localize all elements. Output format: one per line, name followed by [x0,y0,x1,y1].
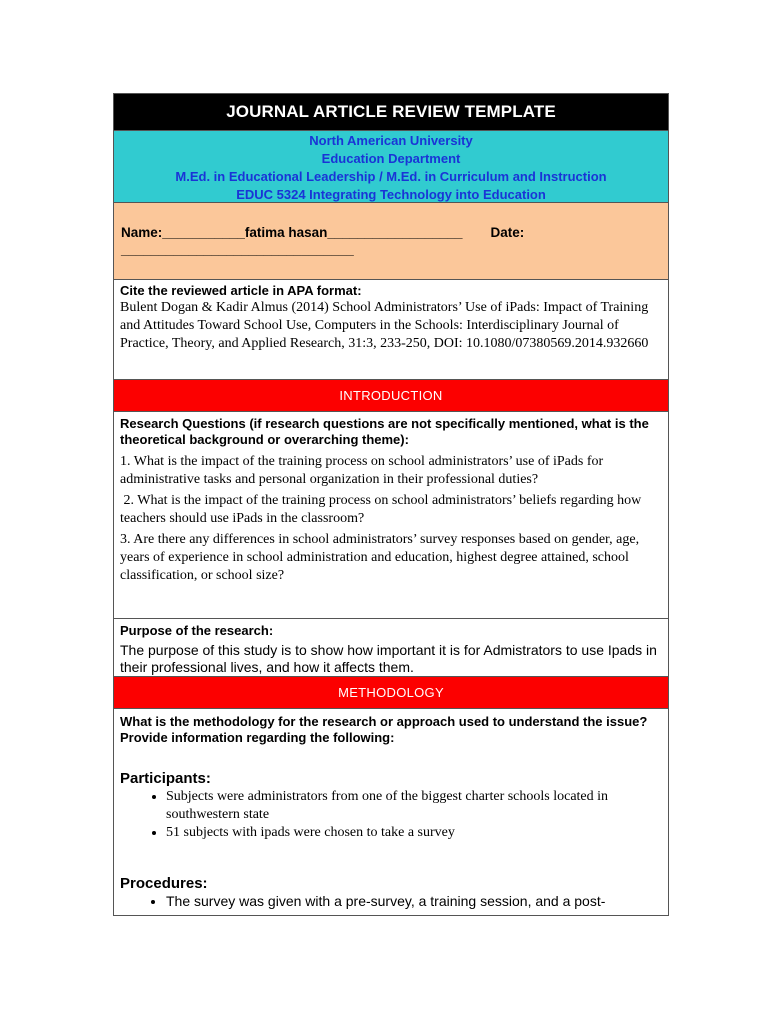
citation-label: Cite the reviewed article in APA format: [120,283,362,298]
date-label: Date: [490,225,525,240]
methodology-section [114,709,668,915]
template-title: JOURNAL ARTICLE REVIEW TEMPLATE [226,102,556,121]
research-question-1: 1. What is the impact of the training process on school administrators’ use of iPads for administrative tasks and personal organization in their professional duties? [120,454,604,487]
purpose-text: The purpose of this study is to show how important it is for Admistrators to use Ipads in their professional lives, and how it affects them. [120,642,657,675]
citation-section [114,280,668,380]
review-template-table [113,93,669,916]
procedures-list [120,893,663,910]
course-name: EDUC 5324 Integrating Technology into Education [236,187,546,202]
methodology-header [114,677,668,709]
methodology-question: What is the methodology for the research or approach used to understand the issue? Provide information regarding the following: [120,714,648,745]
research-question-3: 3. Are there any differences in school administrators’ survey responses based on gender, age, years of experience in school administration and education, highest degree attained, school classification, or school size? [120,532,640,583]
citation-text: Bulent Dogan & Kadir Almus (2014) School Administrators’ Use of iPads: Impact of Training and Attitudes Toward School Use, Computers in the Schools: Interdisciplinary Journal of Practice, Theory, and Applied Research, 31:3, 233-250, DOI: 10.1080/07380569.2014.932660 [120,300,649,351]
participant-item: • 51 subjects with ipads were chosen to take a survey [166,824,663,842]
procedure-item: • The survey was given with a pre-survey, a training session, and a post- [166,893,663,910]
participants-label: Participants: [120,770,211,787]
template-title-row [114,94,668,131]
procedures-label: Procedures: [120,875,208,892]
student-info [114,203,668,280]
department-name: Education Department [321,151,461,166]
research-questions-label: Research Questions (if research questions are not specifically mentioned, what is the theoretical background or overarching theme): [120,416,649,447]
university-name: North American University [309,133,473,148]
name-field[interactable]: Name:___________fatima hasan__________________ [121,225,463,240]
university-info [114,131,668,203]
purpose-label: Purpose of the research: [120,623,274,638]
methodology-heading: METHODOLOGY [338,685,444,700]
program-name: M.Ed. in Educational Leadership / M.Ed. in Curriculum and Instruction [175,169,607,184]
introduction-header [114,380,668,412]
research-questions-section [114,412,668,619]
purpose-section [114,619,668,677]
participants-list [120,788,663,842]
date-field[interactable]: _______________________________ [121,242,354,257]
introduction-heading: INTRODUCTION [339,388,443,403]
participant-item: • Subjects were administrators from one of the biggest charter schools located in southwestern state [166,788,663,824]
research-question-2: 2. What is the impact of the training process on school administrators’ beliefs regarding how teachers should use iPads in the classroom? [120,493,645,526]
